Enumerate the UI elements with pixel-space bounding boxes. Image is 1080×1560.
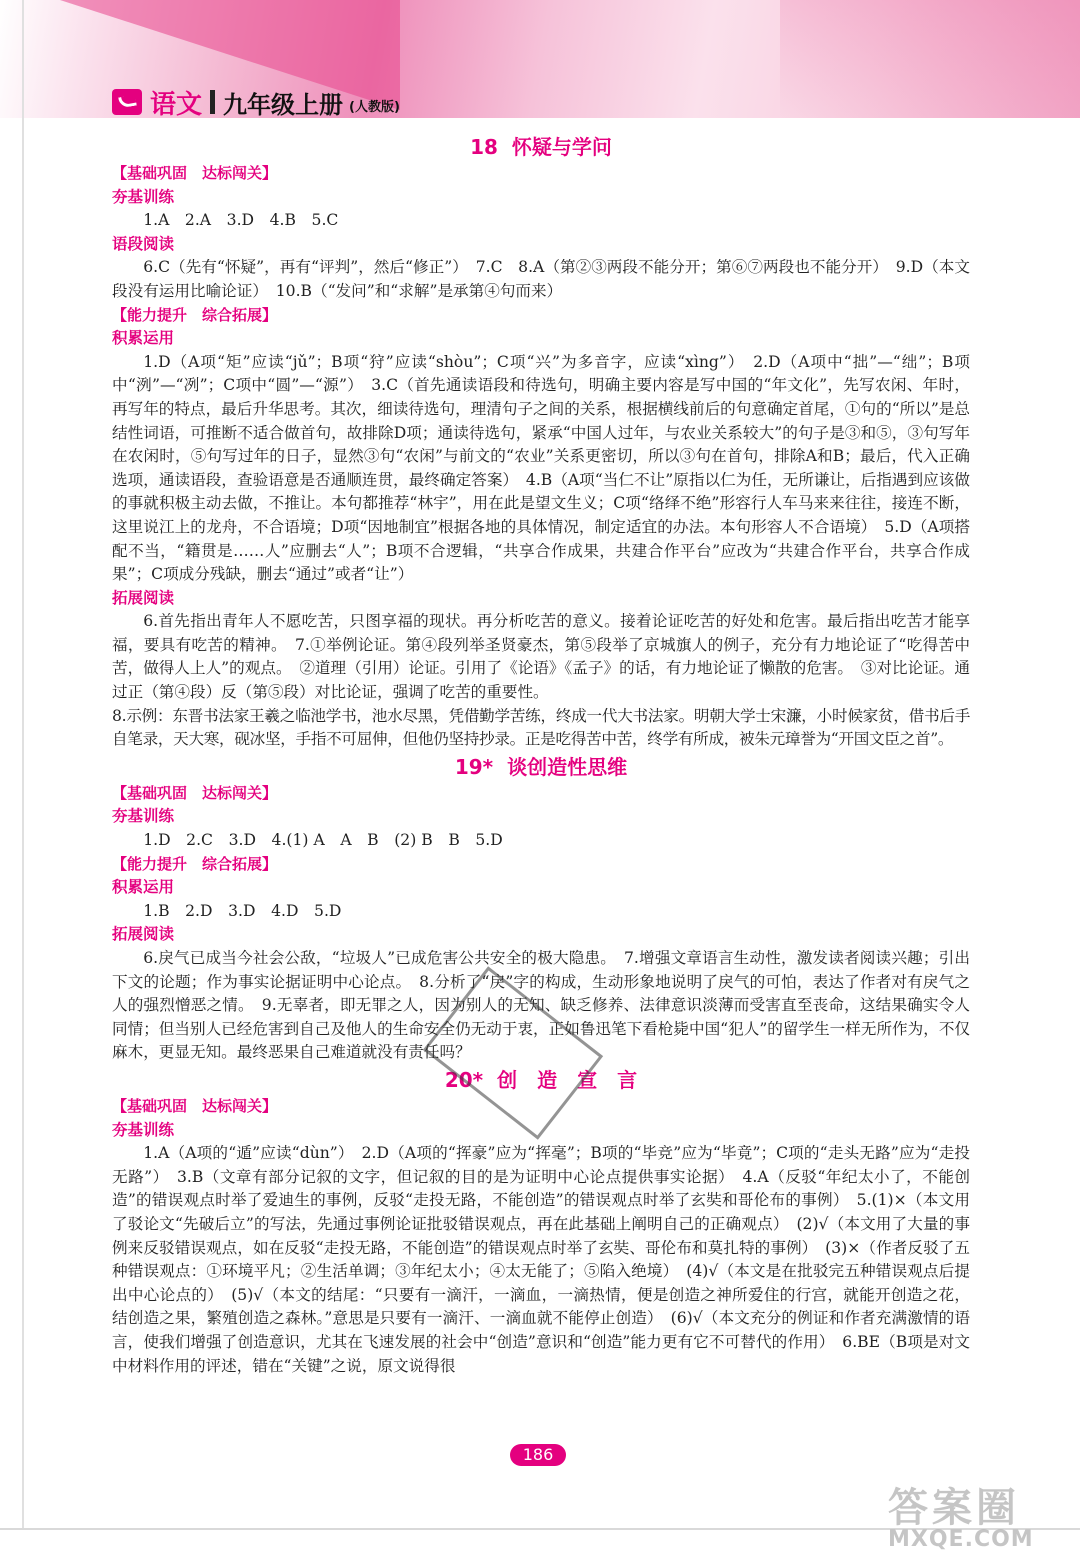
answer-paragraph: 6.戾气已成当今社会公敌，“垃圾人”已成危害公共安全的极大隐患。 7.增强文章语言生动性，激发读者阅读兴趣；引出下文的论题；作为事实论据证明中心论点。 8.分析了“戾”字的构成，生动形象地说明了戾气的可怕，表达了作者对有戾气之人的强烈憎恶之情。 9.无辜者，即无罪之人，因为别人的无知、缺乏修养、法律意识淡薄而受害直至丧命，这结果确实令人同情；但当别人已经危害到自己及他人的生命安全仍无动于衷，正如鲁迅笔下看枪毙中国“犯人”的留学生一样无所作为，不仅麻木，更显无知。最终恶果自己难道就没有责任吗？ (112, 949, 971, 1062)
lesson-number: 19* (454, 754, 494, 779)
watermark-text: 答案圈 (888, 1485, 1020, 1531)
answer-paragraph: 1.D（A项“矩”应读“jǔ”；B项“狩”应读“shòu”；C项“兴”为多音字，应读“xìng”） 2.D（A项中“拙”—“绌”；B项中“洌”—“冽”；C项中“圆”—“源”） 3.C（首先通读语段和待选句，明确主要内容是写中国的“年文化”，先写农闲、年时，再写年的特点，最后升华思考。其次，细读待选句，理清句子之间的关系，根据横线前后的句意确定首尾，①句的“所以”是总结性词语，可推断不适合做首句，故排除D项；通读待选句，紧承“中国人过年，与农业关系较大”的句子是③和⑤，③句写年在农闲时，⑤句写过年的日子，显然③句“农闲”与前文的“农业”关系更密切，所以③句在首句，排除A和B；最后，代入正确选项，通读语段，查验语意是否通顺连贯，最终确定答案） 4.B（A项“当仁不让”原指以仁为任，无所谦让，后指遇到应该做的事就积极主动去做，不推让。本句都推荐“林宇”，用在此是望文生义；C项“络绎不绝”形容行人车马来来往往，接连不断，这里说江上的龙舟，不合语境；D项“因地制宜”根据各地的具体情况，制定适宜的办法。本句形容人不合语境） 5.D（A项搭配不当，“籍贯是……人”应删去“人”；B项不合逻辑，“共享合作成果，共建合作平台”应改为“共建合作平台，共享合作成果”；C项成分残缺，删去“通过”或者“让”） (112, 352, 971, 584)
banner-shape (780, 0, 1080, 118)
section-heading: 【能力提升 综合拓展】 (112, 305, 278, 324)
lesson-title (112, 752, 970, 782)
lesson-title-text: 谈创造性思维 (507, 754, 628, 779)
page-number: 186 (510, 1444, 566, 1466)
subsection-heading: 语段阅读 (112, 234, 175, 253)
answer-paragraph: 1.A 2.A 3.D 4.B 5.C (143, 211, 339, 230)
grade-label: 九年级上册 (223, 90, 344, 119)
subsection-heading: 拓展阅读 (112, 925, 175, 944)
section-heading: 【能力提升 综合拓展】 (112, 854, 278, 873)
lesson-number: 18 (470, 135, 498, 159)
answer-paragraph: 6.C（先有“怀疑”，再有“评判”，然后“修正”） 7.C 8.A（第②③两段不能分开；第⑥⑦两段也不能分开） 9.D（本文段没有运用比喻论证） 10.B（“发问”和“求解”是承第④句而来） (112, 258, 970, 300)
subsection-heading: 夯基训练 (112, 807, 175, 826)
answer-paragraph: 6.首先指出青年人不愿吃苦，只图享福的现状。再分析吃苦的意义。接着论证吃苦的好处和危害。最后指出吃苦才能享福，要具有吃苦的精神。 7.①举例论证。第④段列举圣贤豪杰，第⑤段举了京城旗人的例子，充分有力地论证了“吃得苦中苦，做得人上人”的观点。 ②道理（引用）论证。引用了《论语》《孟子》的话，有力地论证了懒散的危害。 ③对比论证。通过正（第④段）反（第⑤段）对比论证，强调了吃苦的重要性。 (112, 612, 970, 702)
answer-paragraph: 1.D 2.C 3.D 4.(1) A A B (2) B B 5.D (143, 831, 503, 850)
subsection-heading: 积累运用 (112, 878, 175, 897)
answer-paragraph: 8.示例：东晋书法家王羲之临池学书，池水尽黑，凭借勤学苦练，终成一代大书法家。明朝大学士宋濂，小时候家贫，借书后手自笔录，天大寒，砚冰坚，手指不可屈伸，但他仍坚持抄录。正是吃得苦中苦，终学有所成，被朱元璋誉为“开国文臣之首”。 (112, 706, 970, 749)
margin-line (22, 0, 24, 1530)
subsection-heading: 积累运用 (112, 329, 175, 348)
lesson-number: 20* (444, 1067, 484, 1092)
section-heading: 【基础巩固 达标闯关】 (112, 164, 278, 182)
lesson-title-text: 怀疑与学问 (511, 135, 612, 159)
section-heading: 【基础巩固 达标闯关】 (112, 783, 278, 802)
subsection-heading: 拓展阅读 (112, 588, 175, 607)
header-divider (210, 90, 215, 114)
lesson-title (112, 132, 970, 162)
answer-paragraph: 1.B 2.D 3.D 4.D 5.D (143, 901, 342, 920)
lesson-title-text: 创 造 宣 言 (497, 1067, 638, 1092)
section-heading: 【基础巩固 达标闯关】 (112, 1096, 278, 1115)
book-logo-icon (112, 89, 142, 115)
answer-content (112, 132, 970, 1378)
watermark-logo (888, 1476, 1034, 1552)
edition-label: (人教版) (349, 99, 400, 115)
subject-label: 语文 (150, 89, 203, 120)
watermark-url: MXQE.COM (888, 1527, 1034, 1552)
running-header (112, 84, 400, 120)
subsection-heading: 夯基训练 (112, 187, 175, 206)
answer-paragraph: 1.A（A项的“遁”应读“dùn”） 2.D（A项的“挥豪”应为“挥毫”；B项的“毕竞”应为“毕竟”；C项的“走头无路”应为“走投无路”） 3.B（文章有部分记叙的文字，但记叙的目的是为证明中心论点提供事实论据） 4.A（反驳“年纪太小了，不能创造”的错误观点时举了爱迪生的事例，反驳“走投无路，不能创造”的错误观点时举了玄奘和哥伦布的事例） 5.(1)×（本文用了驳论文“先破后立”的写法，先通过事例论证批驳错误观点，再在此基础上阐明自己的正确观点） (2)√（本文用了大量的事例来反驳错误观点，如在反驳“走投无路，不能创造”的错误观点时举了玄奘、哥伦布和莫扎特的事例） (3)×（作者反驳了五种错误观点：①环境平凡；②生活单调；③年纪太小；④太无能了；⑤陷入绝境） (4)√（本文是在批驳完五种错误观点后提出中心论点的） (5)√（本文的结尾：“只要有一滴汗，一滴血，一滴热情，便是创造之神所爱住的行宫，就能开创造之花，结创造之果，繁殖创造之森林。”意思是只要有一滴汗、一滴血就不能停止创造） (6)√（本文充分的例证和作者充满激情的语言，使我们增强了创造意识，尤其在飞速发展的社会中“创造”意识和“创造”能力更有它不可替代的作用） 6.BE（B项是对文中材料作用的评述，错在“关键”之说，原文说得很 (112, 1144, 970, 1375)
subsection-heading: 夯基训练 (112, 1120, 175, 1139)
